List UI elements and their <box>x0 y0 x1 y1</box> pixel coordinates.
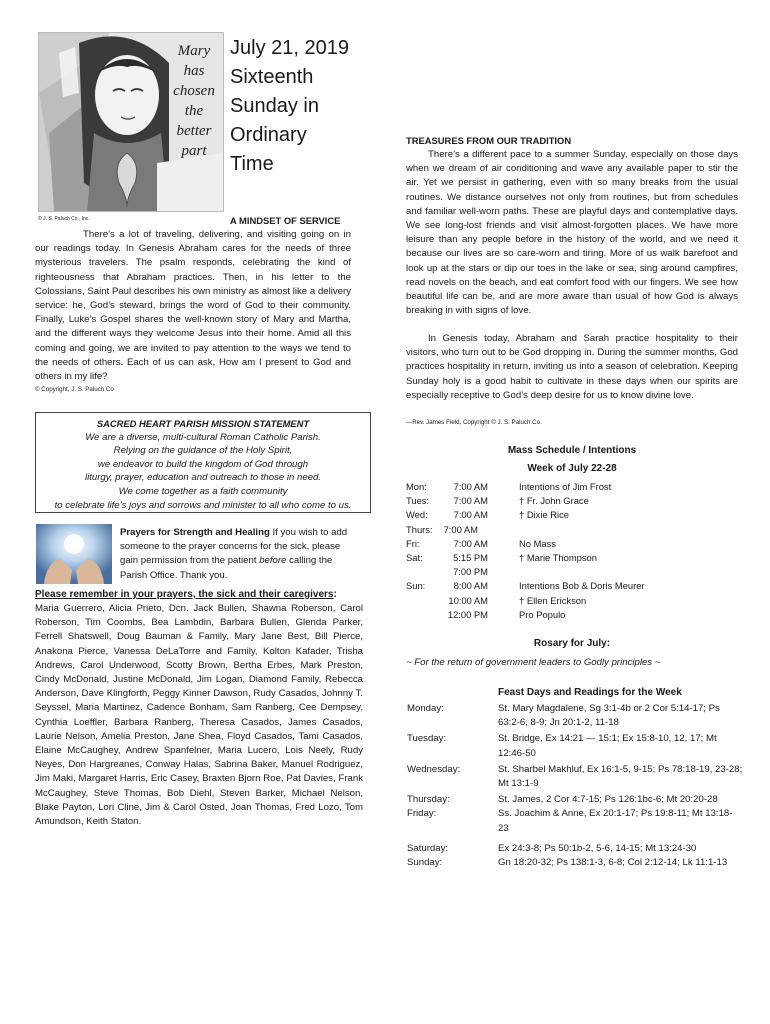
treasures-paragraph-2: In Genesis today, Abraham and Sarah practice hospitality to their visitors, who turn out to be God dropping in. During the summer months, God practices hospitality in return, inviting us into a season of celebration. Keeping Sunday holy is a good habit to cultivate in these days when our spirits are especially receptive to God’s deep desire for us to know divine love. <box>406 333 738 401</box>
mass-time: 7:00 PM <box>453 566 488 578</box>
mass-row <box>406 565 746 579</box>
feast-reading: St. Sharbel Makhluf, Ex 16:1-5, 9-15; Ps 78:18-19, 23-28; Mt 13:1-9 <box>498 763 743 790</box>
title-line: Sunday in <box>230 95 319 117</box>
mass-schedule-table <box>406 480 746 622</box>
prayers-intro-text-end: calling the Parish Office. Thank you. <box>120 555 333 581</box>
mass-schedule-week: Week of July 22-28 <box>527 463 617 474</box>
mass-row <box>406 551 746 565</box>
mass-time: 12:00 PM <box>447 608 488 620</box>
feast-reading: St. James, 2 Cor 4:7-15; Ps 126:1bc-6; Mt 20:20-28 <box>498 794 718 806</box>
mass-day <box>406 608 436 622</box>
feast-reading: St. Bridge, Ex 14:21 — 15:1; Ex 15:8-10, 12, 17; Mt 12:46-50 <box>498 733 717 759</box>
mass-intention: Intentions of Jim Frost <box>519 481 612 492</box>
mass-row <box>406 608 746 622</box>
mass-time: 7:00 AM <box>453 509 488 521</box>
mass-row <box>406 480 746 494</box>
mass-time: 7:00 AM <box>453 537 488 549</box>
mass-intention: † Marie Thompson <box>519 552 597 564</box>
feast-day: Monday: <box>407 703 444 714</box>
mass-day: Sun: <box>406 580 426 592</box>
mass-row <box>406 594 746 608</box>
title-line: July 21, 2019 <box>230 37 349 59</box>
art-script-line: Mary <box>177 43 211 59</box>
mass-day <box>406 565 436 579</box>
feast-day: Saturday: <box>407 842 449 854</box>
mass-intention: † Fr. John Grace <box>519 495 589 507</box>
title-line: Sixteenth <box>230 66 314 88</box>
art-script <box>165 41 223 161</box>
art-script-line: has <box>183 63 205 79</box>
treasures-heading: TREASURES FROM OUR TRADITION <box>406 135 572 146</box>
rosary-intention: ~ For the return of government leaders to Godly principles ~ <box>406 657 661 668</box>
mass-day: Tues: <box>406 495 430 507</box>
feast-reading: St. Mary Magdalene, Sg 3:1-4b or 2 Cor 5:14-17; Ps 63:2-6, 8-9; Jn 20:1-2, 11-18 <box>498 703 720 729</box>
feast-row <box>407 763 747 791</box>
prayers-intro-emphasis: before <box>259 555 287 567</box>
art-credit: © J. S. Paluch Co., Inc. <box>38 216 90 222</box>
feast-reading: Gn 18:20-32; Ps 138:1-3, 6-8; Col 2:12-14; Lk 11:1-13 <box>498 857 728 869</box>
feast-row <box>407 856 747 870</box>
mass-intention: Intentions Bob & Doris Meurer <box>519 580 645 592</box>
art-script-line: better <box>176 123 212 139</box>
mindset-body: There’s a lot of traveling, delivering, and visiting going on in our readings today. In Genesis Abraham cares for the needs of three mysterious travelers. The psalm responds, celebrating the kind of righteousness that Abraham practices. Then, in his letter to the Colossians, Saint Paul describes his own ministry as almost like a delivery service: he, God’s steward, brings the word of God to their community. Finally, Luke’s Gospel shares the well-known story of Mary and Martha, and the different ways they welcome Jesus into their home. Amid all this coming and going, we are invited to pay attention to the ways we tend to the needs of others. Each of us can ask, How am I present to God and others in my life? <box>35 229 351 383</box>
mission-line: Relying on the guidance of the Holy Spirit, <box>113 445 293 457</box>
mass-row <box>406 523 746 537</box>
mass-intention: No Mass <box>519 537 556 549</box>
mass-time: 7:00 AM <box>443 523 478 535</box>
mission-line: to celebrate life’s joys and sorrows and minister to all who come to us. <box>54 499 352 511</box>
title-line: Time <box>230 153 274 175</box>
feast-day: Thursday: <box>407 794 450 806</box>
mass-day: Thurs: <box>406 523 433 535</box>
mission-line: we endeavor to build the kingdom of God through <box>97 458 309 470</box>
mission-line: We come together as a faith community <box>118 485 288 497</box>
mass-day: Fri: <box>406 537 420 549</box>
mass-day: Sat: <box>406 552 423 564</box>
art-script-line: part <box>181 143 207 159</box>
page-title <box>230 34 349 179</box>
feast-table <box>407 702 747 870</box>
mass-time: 8:00 AM <box>453 580 488 592</box>
mass-time: 7:00 AM <box>453 495 488 507</box>
feast-row <box>407 702 747 730</box>
mass-time: 10:00 AM <box>448 594 488 606</box>
mass-day <box>406 594 436 608</box>
remember-heading-text: Please remember in your prayers, the sick and their caregivers <box>35 589 334 600</box>
mary-artwork <box>38 32 224 212</box>
mass-row <box>406 494 746 508</box>
treasures-paragraph-1: There’s a different pace to a summer Sunday, especially on those days when we dream of air conditioning and wave any available paper to stir the air. Yet we persist in gathering, even with so many breaks from the usual routines. We distance ourselves not only from routines, but from schedules and familiar well-worn paths. These are playful days and contemplative days. We see long-lost friends and visit almost-forgotten places. We have more leisure than any people before in the history of the world, and we need it because our lives are so care-worn and tiring. More of us walk barefoot and look up at the stars or dip our toes in the lake or sea, sing around campfires, read novels on the beach, and eat comfort food with our fingers. We see how beautiful life can be, and are more aware than usual of how God is always breaking in with signs of love. <box>406 149 738 317</box>
feast-reading: Ss. Joachim & Anne, Ex 20:1-17; Ps 19:8-11; Mt 13:18-23 <box>498 808 733 834</box>
feast-row <box>407 807 747 835</box>
mass-intention: Pro Populo <box>519 608 566 620</box>
feast-row <box>407 732 747 760</box>
feast-day: Wednesday: <box>407 763 461 775</box>
mass-row <box>406 579 746 593</box>
mass-intention: † Ellen Erickson <box>519 594 587 606</box>
feast-reading: Ex 24:3-8; Ps 50:1b-2, 5-6, 14-15; Mt 13:24-30 <box>498 842 697 854</box>
treasures-credit: —Rev. James Field, Copyright © J. S. Paluch Co. <box>406 419 542 426</box>
feast-day: Friday: <box>407 808 437 820</box>
art-script-line: chosen <box>173 83 215 99</box>
mindset-heading: A MINDSET OF SERVICE <box>230 215 341 226</box>
mission-statement-box <box>35 412 371 513</box>
mass-row <box>406 537 746 551</box>
remember-heading <box>35 588 337 602</box>
feast-day: Tuesday: <box>407 733 447 745</box>
praying-hands-image <box>36 524 112 584</box>
remember-heading-colon: : <box>333 589 337 600</box>
mass-day: Wed: <box>406 509 428 521</box>
rosary-heading: Rosary for July: <box>533 638 611 649</box>
mass-row <box>406 508 746 522</box>
mass-time: 5:15 PM <box>453 552 488 564</box>
feast-heading: Feast Days and Readings for the Week <box>498 687 682 698</box>
mission-line: We are a diverse, multi-cultural Roman Catholic Parish. <box>85 431 321 443</box>
mission-line: liturgy, prayer, education and outreach to those in need. <box>84 472 322 484</box>
mass-day: Mon: <box>406 481 427 492</box>
praying-hands-icon <box>36 524 112 584</box>
prayers-intro <box>120 526 352 583</box>
art-script-line: the <box>184 103 204 119</box>
feast-day: Sunday: <box>407 857 443 869</box>
mass-intention: † Dixie Rice <box>519 509 570 521</box>
mission-heading: SACRED HEART PARISH MISSION STATEMENT <box>96 418 310 429</box>
title-line: Ordinary <box>230 124 307 146</box>
mass-schedule-heading: Mass Schedule / Intentions <box>507 445 637 456</box>
feast-row <box>407 793 747 807</box>
sick-names-list: Maria Guerrero, Alicia Prieto, Dcn. Jack Bullen, Shawna Roberson, Carol Roberson, Tim Coombs, Bea Lambdin, Barbara Bullen, Glenda Parker, Ferrell Shatswell, Doug Bauman & Family, Mary Jane Best, Bill Pierce, Anakona Pierce, Vanessa DeLaTorre and Family, Kolton Kafader, Trisha Andrews, Carol Underwood, Scotty Brown, Bertha Erbes, Mark Preston, Cindy McDonald, Justine McDonald, Jim Logan, Diamond Family, Rebecca Anderson, Dave Klingforth, Peggy Kinner Dawson, Rudy Casados, Johnny T. Seyssel, Maria Martinez, Cadence Bonham, Sam Ranberg, Cee Dempsey, Cynthia Loeffler, Barbara Ranberg, Theresa Casados, James Casados, Laurie Nelson, Amelia Preston, Jane Shea, Floyd Casados, Tami Casados, Elaine McCaughey, Andrew Spanfelner, Maria Lucero, Lois Neely, Rudy Neyes, Don Hargreanes, Conway Halas, Sabrina Baker, Manuel Rodriguez, Jim Maki, Margaret Harris, Eric Casey, Braxten Bjorn Roe, Pat Davies, Frank McCaughey, Steve Thomas, Bob Diehl, Steven Barker, Michael Nelson, Blake Payton, Lori Cline, Jim & Carol Osted, Joan Thomas, Fred Lozo, Tom Amundson, Keith Staton. <box>35 603 363 828</box>
mass-time: 7:00 AM <box>453 481 488 492</box>
prayers-intro-text: If you wish to add someone to the prayer concerns for the sick, please gain permission from the patient <box>120 527 348 567</box>
feast-row <box>407 842 747 856</box>
prayers-heading: Prayers for Strength and Healing <box>120 527 270 538</box>
mindset-copyright: © Copyright, J. S. Paluch Co <box>35 386 114 393</box>
